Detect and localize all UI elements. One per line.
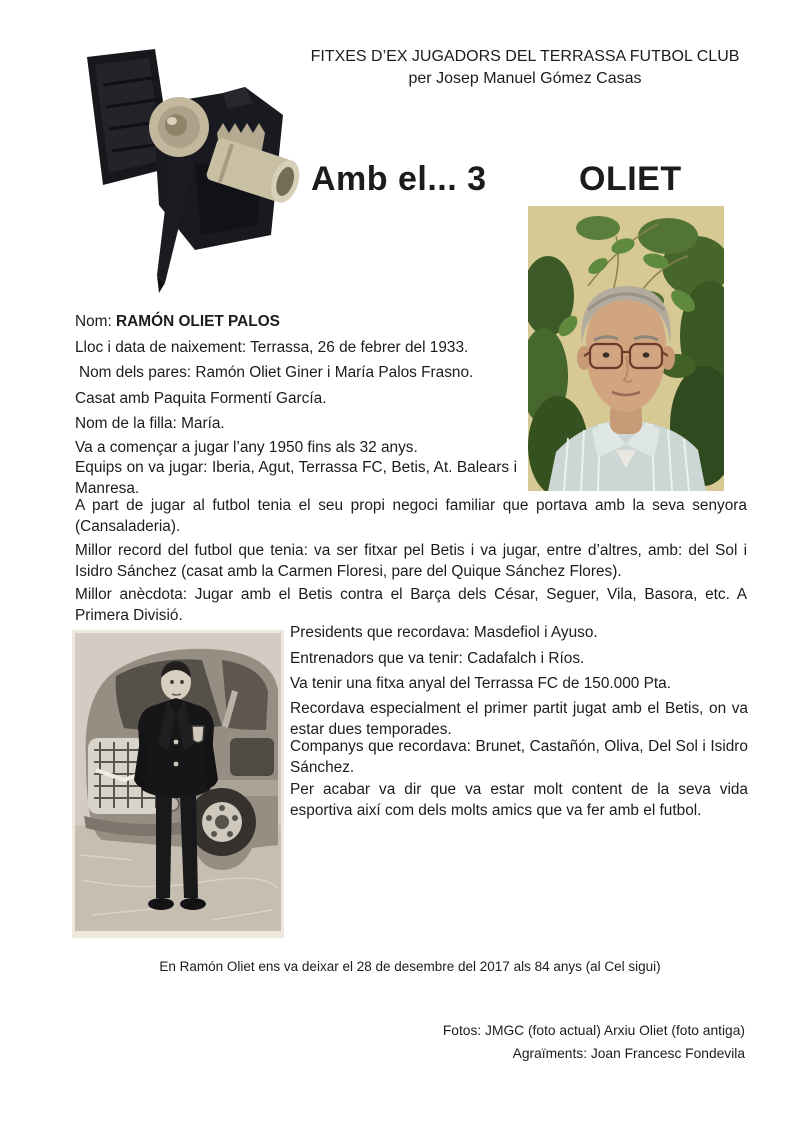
fact-teams: Equips on va jugar: Iberia, Agut, Terrassa FC, Betis, At. Balears i Manresa. — [75, 459, 517, 497]
fact-name-label: Nom: — [75, 313, 117, 330]
player-full-name: RAMÓN OLIET PALOS — [116, 313, 280, 330]
fact-daughter: Nom de la filla: María. — [75, 415, 225, 432]
paragraph-business: A part de jugar al futbol tenia el seu propi negoci familiar que portava amb la seva senyora (Cansaladeria). — [75, 497, 747, 535]
paragraph-closing: Per acabar va dir que va estar molt content de la seva vida esportiva així com dels molts amics que va fer amb el futbol. — [290, 781, 748, 819]
fact-spouse: Casat amb Paquita Formentí García. — [75, 390, 327, 407]
fact-coaches: Entrenadors que va tenir: Cadafalch i Ríos. — [290, 650, 585, 667]
credits-block — [395, 1019, 745, 1065]
vintage-bw-photo — [72, 630, 284, 938]
header-line-2: per Josep Manuel Gómez Casas — [408, 70, 642, 87]
paragraph-betis-memory: Recordava especialment el primer partit jugat amb el Betis, on va estar dues temporades. — [290, 700, 748, 738]
page-title-player-name: OLIET — [579, 160, 682, 198]
document-header — [295, 46, 755, 90]
fact-presidents: Presidents que recordava: Masdefiol i Ayuso. — [290, 624, 598, 641]
page-title-series: Amb el... 3 — [311, 160, 487, 198]
paragraph-teammates: Companys que recordava: Brunet, Castañón, Oliva, Del Sol i Isidro Sánchez. — [290, 738, 748, 776]
credits-photos: Fotos: JMGC (foto actual) Arxiu Oliet (foto antiga) — [442, 1023, 745, 1038]
film-camera-illustration — [75, 45, 300, 295]
fact-name — [75, 312, 280, 333]
fact-salary: Va tenir una fitxa anyal del Terrassa FC de 150.000 Pta. — [290, 675, 671, 692]
fact-career-span: Va a començar a jugar l’any 1950 fins als 32 anys. — [75, 439, 418, 456]
header-line-1: FITXES D’EX JUGADORS DEL TERRASSA FUTBOL CLUB — [310, 48, 740, 65]
fact-parents: Nom dels pares: Ramón Oliet Giner i María Palos Frasno. — [79, 364, 474, 381]
fact-birth: Lloc i data de naixement: Terrassa, 26 de febrer del 1933. — [75, 339, 469, 356]
player-portrait-photo — [528, 206, 724, 491]
memorial-note: En Ramón Oliet ens va deixar el 28 de desembre del 2017 als 84 anys (al Cel sigui) — [159, 959, 661, 974]
credits-thanks: Agraïments: Joan Francesc Fondevila — [512, 1046, 745, 1061]
paragraph-anecdote: Millor anècdota: Jugar amb el Betis contra el Barça dels César, Seguer, Vila, Basora, etc. A Primera Divisió. — [75, 586, 747, 624]
paragraph-best-memory: Millor record del futbol que tenia: va ser fitxar pel Betis i va jugar, entre d’altres, amb: del Sol i Isidro Sánchez (casat amb la Carmen Floresi, pare del Quique Sánchez Flores). — [75, 542, 747, 580]
